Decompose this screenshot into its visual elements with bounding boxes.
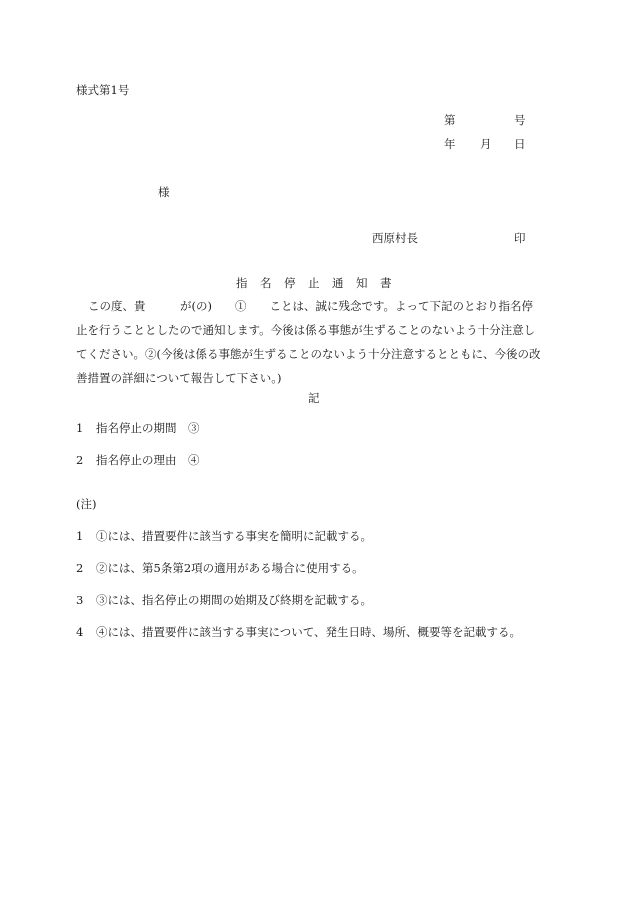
note-2 [76, 560, 364, 576]
sender-seal: 印 [514, 231, 526, 245]
title-char: 通 [332, 276, 344, 290]
date-month: 月 [480, 137, 492, 151]
note-number: 2 [76, 561, 84, 575]
note-1 [76, 528, 372, 544]
item-2 [76, 452, 200, 468]
note-3 [76, 592, 372, 608]
item-1 [76, 420, 200, 436]
date-year: 年 [444, 137, 456, 151]
body-line-3: てください。②(今後は係る事態が生ずることのないよう十分注意するとともに、今後の改 [76, 347, 541, 361]
number-suffix: 号 [514, 113, 526, 127]
note-number: 3 [76, 593, 84, 607]
title-char: 停 [284, 276, 296, 290]
title-char: 名 [260, 276, 272, 290]
note-number: 1 [76, 529, 84, 543]
title-char: 止 [308, 276, 320, 290]
body-line-1: この度、貴 が(の) ① ことは、誠に残念です。よって下記のとおり指名停 [88, 299, 534, 313]
item-number: 2 [76, 453, 84, 467]
number-prefix: 第 [444, 113, 456, 127]
form-number: 様式第1号 [76, 83, 130, 97]
document-title [236, 275, 394, 291]
addressee-suffix: 様 [158, 185, 170, 199]
note-text: ①には、措置要件に該当する事実を簡明に記載する。 [96, 529, 372, 543]
notes-heading: (注) [76, 497, 97, 511]
sender-name: 西原村長 [372, 231, 418, 245]
date-day: 日 [514, 137, 526, 151]
body-line-2: 止を行うこととしたので通知します。今後は係る事態が生ずることのないよう十分注意し [76, 323, 536, 337]
note-text: ②には、第5条第2項の適用がある場合に使用する。 [96, 561, 364, 575]
note-4 [76, 624, 521, 640]
note-text: ④には、措置要件に該当する事実について、発生日時、場所、概要等を記載する。 [96, 625, 522, 639]
title-char: 指 [236, 276, 248, 290]
item-text: 指名停止の理由 ④ [96, 453, 200, 467]
ki-heading: 記 [308, 391, 320, 405]
item-number: 1 [76, 421, 84, 435]
body-line-4: 善措置の詳細について報告して下さい。) [76, 371, 282, 385]
note-text: ③には、指名停止の期間の始期及び終期を記載する。 [96, 593, 372, 607]
title-char: 知 [356, 276, 368, 290]
note-number: 4 [76, 625, 84, 639]
item-text: 指名停止の期間 ③ [96, 421, 200, 435]
title-char: 書 [380, 276, 392, 290]
